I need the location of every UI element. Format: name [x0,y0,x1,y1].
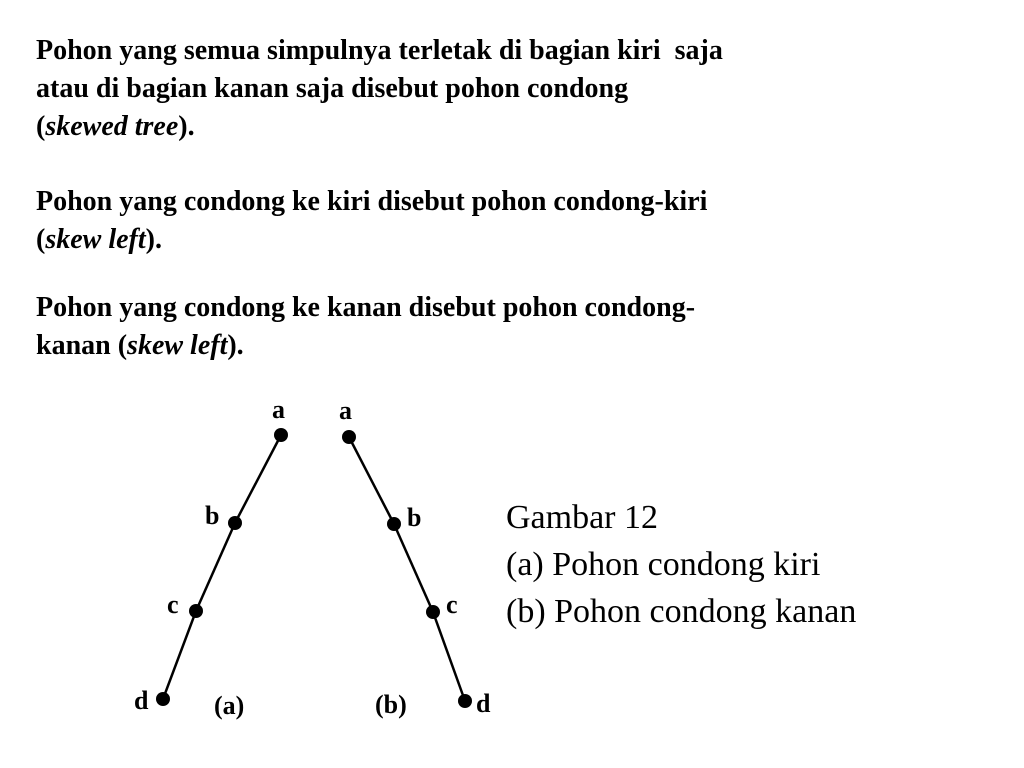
tree-b-edge-c-d [433,612,465,701]
tree-a-caption: (a) [214,691,245,720]
tree-b-node-a [342,430,356,444]
figure-caption-item-a: (a) Pohon condong kiri [506,546,821,583]
figure-caption-title: Gambar 12 [506,499,659,536]
paragraph-term-italic: skew left [127,330,228,361]
tree-b-edge-a-b [349,437,394,524]
paragraph-line: Pohon yang semua simpulnya terletak di bagian kiri saja [36,35,723,66]
tree-b-label-b: b [407,503,422,532]
tree-a-node-d [156,692,170,706]
tree-b-node-b [387,517,401,531]
tree-b-caption: (b) [375,690,407,719]
tree-a-edge-c-d [163,611,196,699]
figure-caption-item-b: (b) Pohon condong kanan [506,593,857,630]
paragraph-text: ( [36,224,46,255]
tree-a-label-c: c [167,590,179,619]
tree-a-edge-a-b [235,435,281,523]
tree-b-node-d [458,694,472,708]
paragraph-line: atau di bagian kanan saja disebut pohon condong [36,73,629,104]
tree-a-edge-b-c [196,523,235,611]
paragraph-text: ). [145,224,162,255]
paragraph-text: ). [178,111,195,142]
paragraph-text: ). [227,330,244,361]
figure-caption [506,494,856,635]
paragraph-term-italic: skewed tree [45,111,179,142]
tree-a-label-b: b [205,501,220,530]
tree-a-node-c [189,604,203,618]
tree-b-label-d: d [476,689,491,718]
paragraph-text: ( [36,111,46,142]
tree-a-node-a [274,428,288,442]
paragraph-text: kanan ( [36,330,128,361]
paragraph-line: Pohon yang condong ke kanan disebut pohon condong- [36,292,696,323]
tree-b [339,396,491,719]
tree-b-node-c [426,605,440,619]
paragraph-line: Pohon yang condong ke kiri disebut pohon condong-kiri [36,186,708,217]
tree-b-edge-b-c [394,524,433,612]
tree-b-label-c: c [446,590,458,619]
tree-a-label-a: a [272,395,285,424]
tree-a-label-d: d [134,686,149,715]
tree-a-node-b [228,516,242,530]
paragraph-term-italic: skew left [45,224,146,255]
tree-b-label-a: a [339,396,352,425]
tree-a [134,395,288,720]
